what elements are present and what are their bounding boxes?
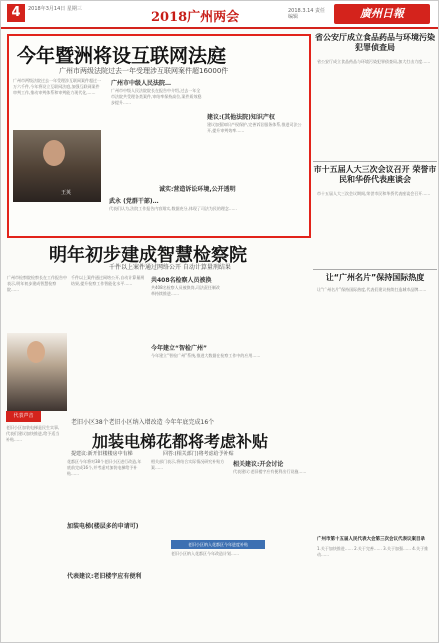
third-subhead-1: 加装电梯(楼层多的申请可) <box>67 523 139 530</box>
lead-article <box>7 34 311 238</box>
right-headline-c: 让“广州名片”保持国际热度 <box>325 273 425 282</box>
lead-subhead-3: 诚实:营造诉讼环境,公开透明 <box>159 186 236 193</box>
table-title: 广州市第十五届人民代表大会第三次会议代表议案目录 <box>317 537 425 542</box>
table-body: 1.关于加快推进…… 2.关于完善…… 3.关于加强…… 4.关于推动…… <box>317 546 429 557</box>
page-number: 4 <box>7 4 25 22</box>
second-subhead-1: 共408名检察人员被换 <box>151 277 212 284</box>
lead-photo-caption: 王英 <box>61 190 72 196</box>
opinion-badge: 代表声音 <box>6 411 41 422</box>
second-subhead-2: 今年建立“智检广州” <box>151 345 207 352</box>
third-subhead-2: 代表建议:老旧楼宇应有便利 <box>67 573 142 580</box>
second-col-3: 共408名检察人员被换岗,司法责任制改革持续推进…… <box>151 285 220 296</box>
right-divider-1 <box>313 161 437 162</box>
masthead-date-right: 2018.3.14 责任编辑 <box>288 8 326 20</box>
third-info-band: 老旧小区纳入花都区今年进度补贴 <box>171 540 265 549</box>
masthead-date-left: 2018年3月14日 星期三 <box>28 6 82 12</box>
third-col-2: 花都区今年将对38个老旧小区进行改造,年底前完成16个,并考虑对加装电梯给予补贴…… <box>67 459 142 476</box>
lead-col-3: 建议加强知识产权保护,完善诉讼服务体系,推进司法公开,提升审判效率…… <box>207 122 302 133</box>
second-col-2: 千件以上案件通过网络公开,自动计算量刑结果,提升检察工作智能化水平…… <box>71 275 145 286</box>
third-headline: 加装电梯花都将考虑补贴 <box>92 432 269 451</box>
masthead <box>1 1 438 29</box>
right-headline-b: 市十五届人大三次会议召开 荣誉市民和华侨代表座谈会 <box>313 165 437 184</box>
newspaper-logo: 廣州日報 <box>334 4 430 24</box>
right-divider-2 <box>313 269 437 270</box>
third-subhead-3: 相关建议:开会讨论 <box>233 461 284 468</box>
lead-subhead-1: 广州市中级人民法院… <box>111 80 172 87</box>
third-col-5: 代表建议:老旧楼宇应有便利出行设施…… <box>233 469 307 474</box>
lead-col-bottom: 代表们认为,法院工作报告内容翔实,数据充分,体现了司法为民的理念…… <box>109 206 237 211</box>
third-kicker: 老旧小区38个老旧小区纳入增改造 今年年底完成16个 <box>71 419 215 426</box>
lead-col-2: 广州市中级人民法院院长在报告中介绍,过去一年全市法院共受理各类案件,审结率保持高位,案件质效稳步提升…… <box>111 88 202 105</box>
proposal-table <box>313 536 437 640</box>
right-text-b: 市十五届人大三次会议期间,荣誉市民和华侨代表座谈会召开…… <box>317 191 431 196</box>
lead-subhead-2: 建议:(其他法院)知识产权 <box>207 114 275 121</box>
third-sub-b: 回答:(相关部门)将考虑给予补贴 <box>163 451 234 457</box>
lead-subhead: 广州市两级法院过去一年受理涉互联网案件超16000件 <box>59 67 229 75</box>
third-col-3: 相关部门表示,将结合实际情况研究补贴方案…… <box>151 459 225 470</box>
second-photo <box>7 333 67 411</box>
second-col-1: 广州市检察院检察长在工作报告中表示,明年初步建成智慧检察院…… <box>7 275 67 292</box>
lead-headline: 今年暨洲将设互联网法庭 <box>17 45 227 67</box>
lead-subhead-4: 武永 (党群干部)… <box>109 198 159 205</box>
right-text-a: 省公安厅成立食品药品与环境污染犯罪侦查局,加大打击力度…… <box>317 59 431 64</box>
second-headline: 明年初步建成智慧检察院 <box>49 245 247 266</box>
lead-photo <box>13 130 101 202</box>
second-col-4: 今年建立“智检广州”系统,推进大数据在检察工作中的应用…… <box>151 353 261 358</box>
third-sub-a: 提建议:新开旧楼楼房中有梯 <box>71 451 133 457</box>
third-col-4: 老旧小区纳入花都区今年改造计划…… <box>171 551 239 556</box>
right-headline-a: 省公安厅成立食品药品与环境污染犯罪侦查局 <box>315 33 435 52</box>
lead-intro-text: 广州市两级法院过去一年受理涉互联网案件超过一万六千件,今年将设立互联网法庭,加强互联网案件审判工作,推动审判体系和审判能力现代化,…… <box>13 78 101 95</box>
second-subhead: 千件以上案件通过网络公开 自动计算量刑结果 <box>109 264 231 271</box>
third-col-1: 老旧小区加装电梯是民生实事,代表们建议加快推进,给予适当补贴…… <box>6 425 60 442</box>
section-title: 2018广州两会 <box>151 10 240 25</box>
right-text-c: 让“广州名片”保持国际热度,代表们建议持续打造城市品牌…… <box>317 287 427 292</box>
